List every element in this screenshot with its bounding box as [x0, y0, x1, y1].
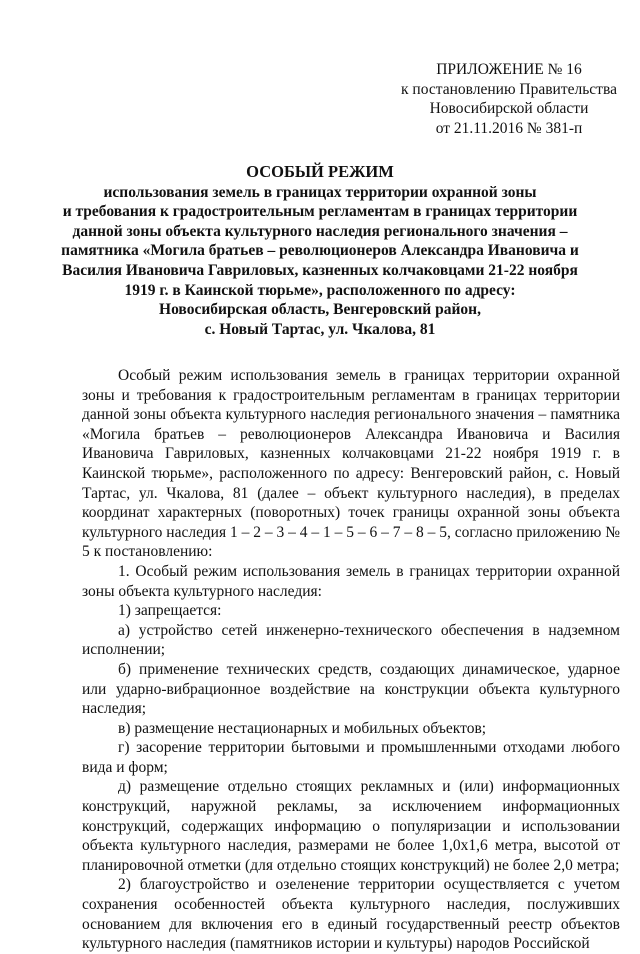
appendix-reference: к постановлению Правительства [401, 80, 617, 98]
title-line: памятника «Могила братьев – революционеров Александра Ивановича и [61, 242, 579, 260]
clause-1-1-a-paragraph: а) устройство сетей инженерно-технического обеспечения в надземном исполнении; [82, 621, 620, 659]
section-1-paragraph: 1. Особый режим использования земель в границах территории охранной зоны объекта культурного наследия: [82, 562, 620, 600]
title-line: 1919 г. в Каинской тюрьме», расположенного по адресу: [124, 281, 516, 299]
intro-paragraph: Особый режим использования земель в границах территории охранной зоны и требования к градостроительным регламентам в границах территории данной зоны объекта культурного наследия регионального значения – памятника «Могила братьев – революционеров Александра Ивановича и Василия Ивановича Гавриловых, казненных колчаковцами 21-22 ноября 1919 г. в Каинской тюрьме», расположенного по адресу: Венгеровский район, с. Новый Тартас, ул. Чкалова, 81 (далее – объект культурного наследия), в пределах координат характерных (поворотных) точек границы охранной зоны объекта культурного наследия 1 – 2 – 3 – 4 – 1 – 5 – 6 – 7 – 8 – 5, согласно приложению № 5 к постановлению: [82, 367, 620, 561]
clause-1-2-paragraph: 2) благоустройство и озеленение территории осуществляется с учетом сохранения особенностей объекта культурного наследия, послуживших основанием для включения его в единый государственный реестр объектов культурного наследия (памятников истории и культуры) народов Российской [82, 876, 620, 953]
title-line: Новосибирская область, Венгеровский район, [159, 301, 481, 319]
clause-1-1-b-paragraph: б) применение технических средств, создающих динамическое, ударное или ударно-вибрационное воздействие на конструкции объекта культурного наследия; [82, 660, 620, 718]
clause-1-1-g-paragraph: г) засорение территории бытовыми и промышленными отходами любого вида и форм; [82, 739, 620, 776]
clause-1-1-paragraph: 1) запрещается: [118, 602, 222, 620]
appendix-number: ПРИЛОЖЕНИЕ № 16 [436, 61, 582, 78]
document-body [82, 366, 620, 954]
appendix-header [398, 60, 620, 138]
title-line: Василия Ивановича Гавриловых, казненных колчаковцами 21-22 ноября [62, 261, 578, 279]
title-main: ОСОБЫЙ РЕЖИМ [246, 162, 394, 181]
title-line: с. Новый Тартас, ул. Чкалова, 81 [204, 320, 436, 338]
document-title [0, 162, 640, 339]
appendix-region: Новосибирской области [429, 100, 589, 118]
title-line: использования земель в границах территории охранной зоны [103, 183, 537, 201]
title-line: и требования к градостроительным регламентам в границах территории [62, 203, 578, 221]
appendix-date: от 21.11.2016 № 381-п [435, 119, 583, 137]
clause-1-1-v-paragraph: в) размещение нестационарных и мобильных объектов; [118, 719, 487, 737]
title-line: данной зоны объекта культурного наследия регионального значения – [72, 222, 568, 240]
clause-1-1-d-paragraph: д) размещение отдельно стоящих рекламных и (или) информационных конструкций, наружной рекламы, за исключением информационных конструкций, содержащих информацию о популяризации и использовании объекта культурного наследия, размерами не более 1,0х1,6 метра, высотой от планировочной отметки (для отдельно стоящих конструкций) не более 2,0 метра; [82, 778, 620, 874]
